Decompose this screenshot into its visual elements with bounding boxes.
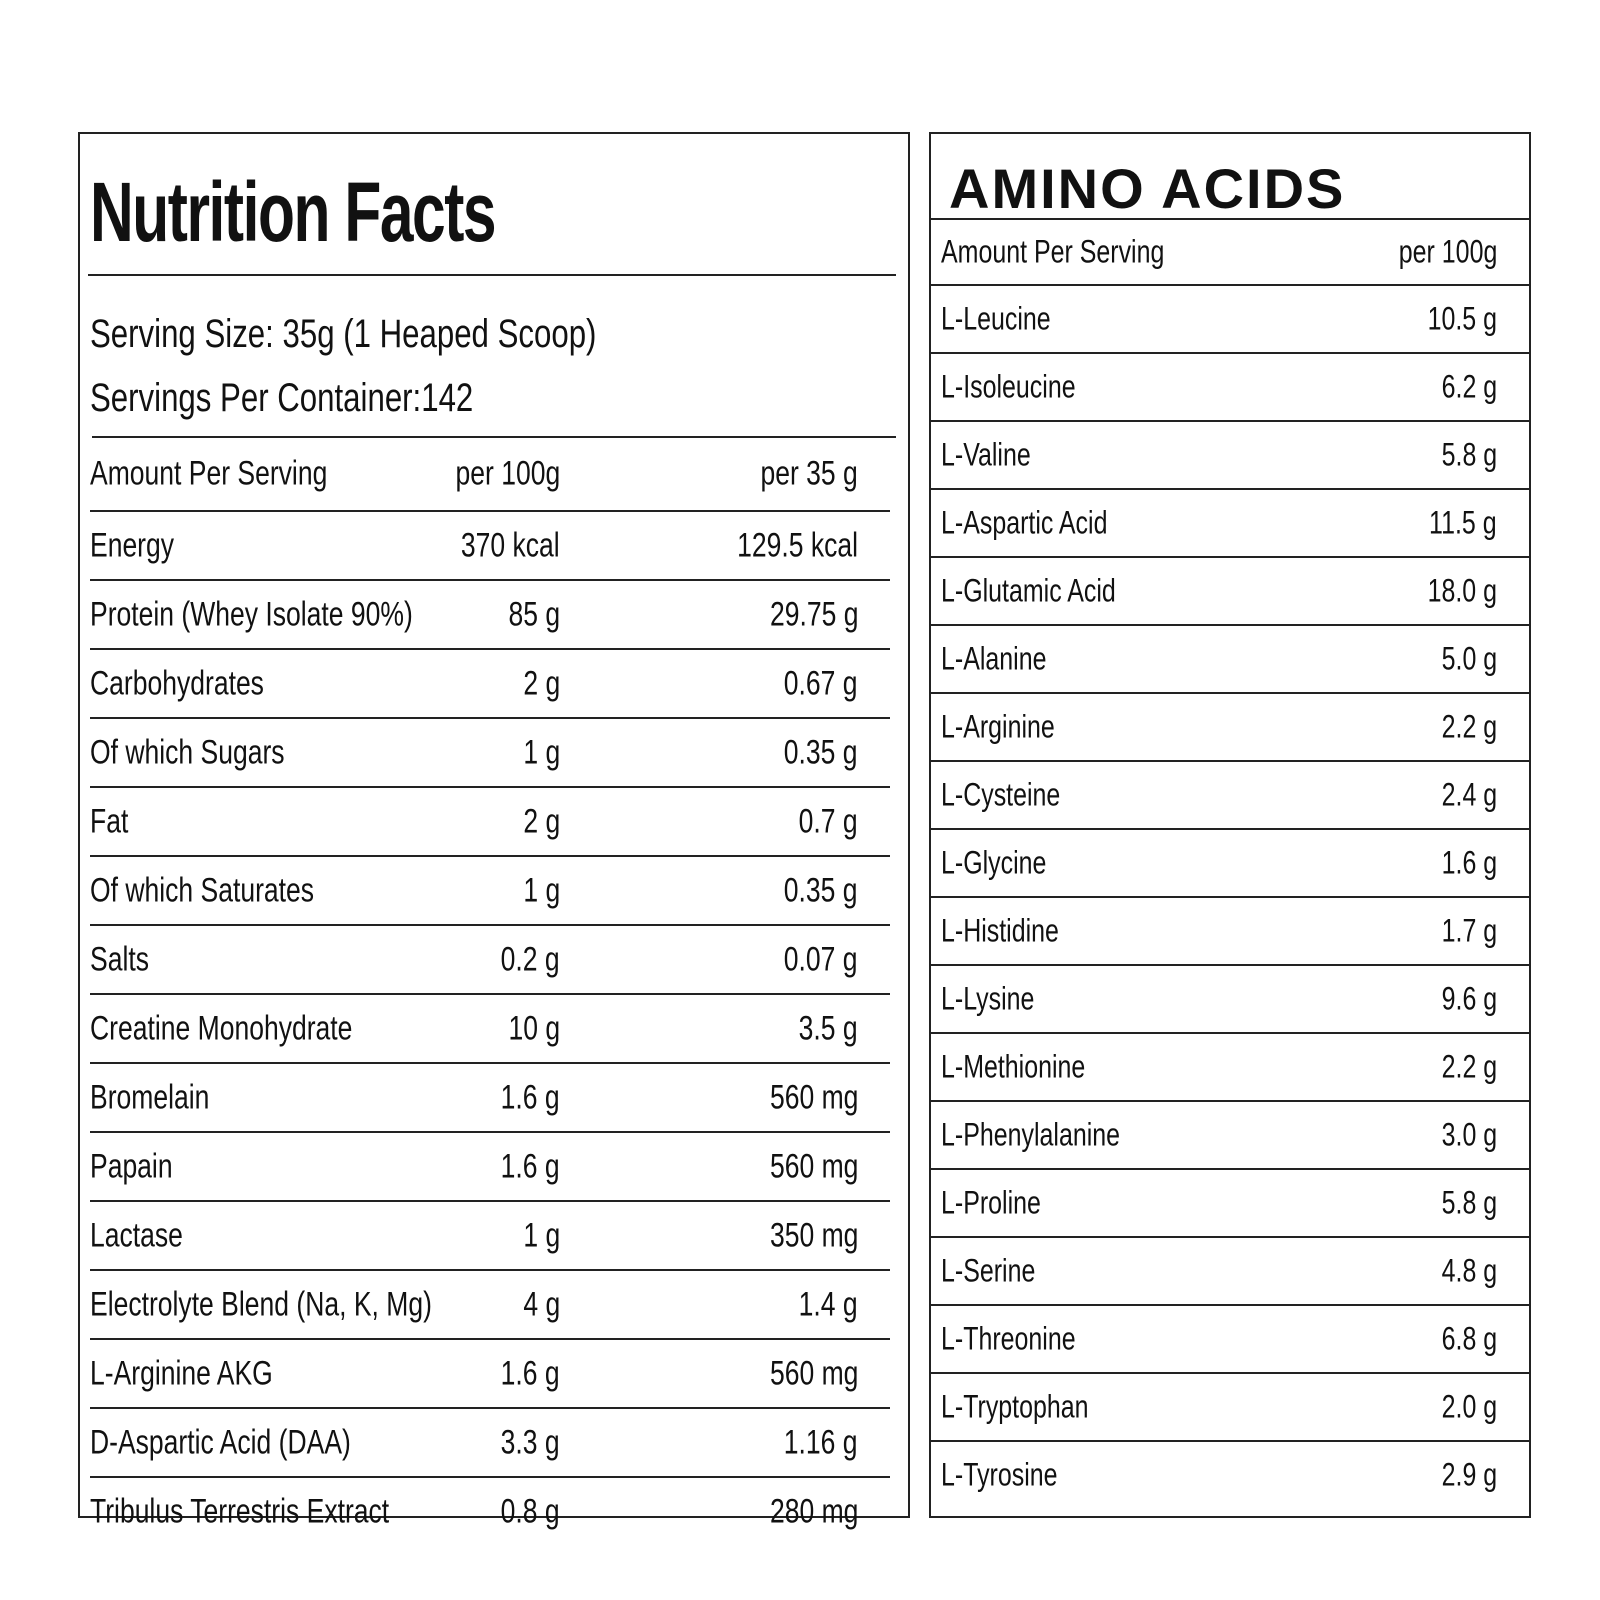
amino-acid-value: 5.8 g [1441, 436, 1497, 473]
table-row [90, 926, 890, 995]
nutrient-per-100g: 1.6 g [501, 1078, 560, 1116]
table-row [90, 650, 890, 719]
header-per-100g: per 100g [1398, 233, 1497, 270]
nutrient-per-35g: 0.35 g [784, 871, 858, 909]
amino-acid-name: L-Glutamic Acid [941, 572, 1116, 609]
table-row [90, 1064, 890, 1133]
header-per-100g: per 100g [455, 454, 560, 493]
amino-acid-value: 3.0 g [1441, 1116, 1497, 1153]
table-row [931, 354, 1529, 422]
amino-table-header [931, 220, 1529, 286]
nutrient-per-35g: 350 mg [769, 1216, 858, 1254]
table-row [90, 788, 890, 857]
amino-acid-value: 6.8 g [1441, 1320, 1497, 1357]
table-row [931, 1442, 1529, 1508]
amino-acid-name: L-Arginine [941, 708, 1055, 745]
table-row [90, 719, 890, 788]
nutrition-table-header [90, 438, 890, 512]
table-row [931, 1102, 1529, 1170]
title-divider [88, 274, 896, 276]
nutrient-per-35g: 129.5 kcal [737, 526, 858, 564]
amino-acid-name: L-Phenylalanine [941, 1116, 1121, 1153]
amino-acid-value: 10.5 g [1427, 300, 1497, 337]
amino-acid-name: L-Aspartic Acid [941, 504, 1108, 541]
table-row [931, 1306, 1529, 1374]
nutrient-name: Electrolyte Blend (Na, K, Mg) [90, 1285, 432, 1323]
nutrient-per-35g: 560 mg [769, 1147, 858, 1185]
nutrient-name: Salts [90, 940, 149, 978]
nutrient-name: Fat [90, 802, 129, 840]
header-amount-per-serving: Amount Per Serving [90, 454, 328, 493]
amino-acid-value: 2.2 g [1441, 708, 1497, 745]
amino-acid-name: L-Isoleucine [941, 368, 1076, 405]
nutrient-name: Protein (Whey Isolate 90%) [90, 595, 413, 633]
nutrient-per-100g: 2 g [523, 664, 560, 702]
header-amount-per-serving: Amount Per Serving [941, 233, 1165, 270]
table-row [90, 1271, 890, 1340]
amino-acid-name: L-Glycine [941, 844, 1047, 881]
amino-acid-name: L-Tyrosine [941, 1456, 1058, 1493]
nutrient-per-100g: 370 kcal [461, 526, 560, 564]
header-per-35g: per 35 g [760, 454, 858, 493]
amino-acid-name: L-Proline [941, 1184, 1041, 1221]
amino-acid-value: 5.8 g [1441, 1184, 1497, 1221]
nutrient-name: Of which Saturates [90, 871, 315, 909]
nutrition-facts-panel [78, 132, 910, 1530]
nutrient-name: Creatine Monohydrate [90, 1009, 353, 1047]
table-row [90, 1478, 890, 1545]
table-row [931, 286, 1529, 354]
serving-size [90, 312, 739, 357]
nutrient-per-100g: 10 g [508, 1009, 560, 1047]
nutrient-per-100g: 1.6 g [501, 1147, 560, 1185]
nutrient-per-35g: 3.5 g [799, 1009, 858, 1047]
nutrient-per-35g: 1.16 g [784, 1423, 858, 1461]
nutrient-per-100g: 1 g [523, 733, 560, 771]
table-row [931, 966, 1529, 1034]
table-row [931, 1374, 1529, 1442]
table-row [931, 626, 1529, 694]
amino-acid-value: 4.8 g [1441, 1252, 1497, 1289]
amino-acid-value: 2.4 g [1441, 776, 1497, 813]
nutrient-name: Bromelain [90, 1078, 210, 1116]
amino-acid-name: L-Lysine [941, 980, 1035, 1017]
nutrient-name: Lactase [90, 1216, 183, 1254]
nutrient-per-35g: 1.4 g [799, 1285, 858, 1323]
nutrient-name: Papain [90, 1147, 173, 1185]
nutrient-per-100g: 1 g [523, 871, 560, 909]
table-row [931, 694, 1529, 762]
table-row [931, 898, 1529, 966]
nutrient-per-100g: 0.8 g [501, 1492, 560, 1530]
table-row [90, 512, 890, 581]
amino-acid-name: L-Histidine [941, 912, 1059, 949]
nutrient-name: Tribulus Terrestris Extract [90, 1492, 390, 1530]
amino-acid-value: 1.6 g [1441, 844, 1497, 881]
nutrient-name: D-Aspartic Acid (DAA) [90, 1423, 351, 1461]
nutrient-name: Of which Sugars [90, 733, 285, 771]
table-row [931, 422, 1529, 490]
serving-size-text: Serving Size: 35g (1 Heaped Scoop) [90, 312, 597, 356]
table-row [931, 1170, 1529, 1238]
nutrient-per-35g: 0.07 g [784, 940, 858, 978]
amino-acid-name: L-Valine [941, 436, 1031, 473]
nutrition-facts-title-text: Nutrition Facts [90, 165, 496, 259]
amino-acid-name: L-Tryptophan [941, 1388, 1089, 1425]
nutrition-table [90, 438, 890, 1545]
nutrient-per-100g: 4 g [523, 1285, 560, 1323]
servings-per-container-text: Servings Per Container:142 [90, 376, 474, 420]
nutrient-per-100g: 85 g [508, 595, 560, 633]
amino-acids-title: AMINO ACIDS [949, 157, 1346, 220]
nutrient-per-100g: 1.6 g [501, 1354, 560, 1392]
nutrition-facts-title [90, 164, 653, 261]
nutrient-name: Energy [90, 526, 175, 564]
amino-acids-panel [929, 132, 1531, 1518]
table-row [90, 581, 890, 650]
amino-acid-value: 9.6 g [1441, 980, 1497, 1017]
amino-acids-table [931, 218, 1529, 1508]
nutrient-per-100g: 3.3 g [501, 1423, 560, 1461]
nutrient-per-35g: 280 mg [769, 1492, 858, 1530]
nutrient-name: L-Arginine AKG [90, 1354, 273, 1392]
amino-acid-name: L-Threonine [941, 1320, 1076, 1357]
amino-acid-value: 5.0 g [1441, 640, 1497, 677]
nutrient-per-35g: 0.7 g [799, 802, 858, 840]
nutrient-per-100g: 2 g [523, 802, 560, 840]
amino-acid-name: L-Cysteine [941, 776, 1061, 813]
nutrient-per-100g: 0.2 g [501, 940, 560, 978]
amino-acid-name: L-Leucine [941, 300, 1051, 337]
amino-acid-name: L-Serine [941, 1252, 1036, 1289]
table-row [931, 830, 1529, 898]
nutrient-per-35g: 0.35 g [784, 733, 858, 771]
amino-acid-value: 2.0 g [1441, 1388, 1497, 1425]
nutrient-name: Carbohydrates [90, 664, 264, 702]
amino-acid-name: L-Methionine [941, 1048, 1086, 1085]
table-row [931, 762, 1529, 830]
table-row [931, 1238, 1529, 1306]
nutrient-per-35g: 560 mg [769, 1354, 858, 1392]
amino-acid-value: 2.9 g [1441, 1456, 1497, 1493]
table-row [931, 1034, 1529, 1102]
amino-acid-value: 6.2 g [1441, 368, 1497, 405]
servings-per-container [90, 376, 581, 421]
nutrient-per-35g: 29.75 g [769, 595, 858, 633]
amino-acid-value: 18.0 g [1427, 572, 1497, 609]
table-row [931, 490, 1529, 558]
table-row [90, 1409, 890, 1478]
nutrient-per-35g: 560 mg [769, 1078, 858, 1116]
table-row [931, 558, 1529, 626]
nutrient-per-35g: 0.67 g [784, 664, 858, 702]
amino-acid-name: L-Alanine [941, 640, 1047, 677]
amino-acid-value: 1.7 g [1441, 912, 1497, 949]
table-row [90, 1133, 890, 1202]
table-row [90, 857, 890, 926]
table-row [90, 1340, 890, 1409]
nutrient-per-100g: 1 g [523, 1216, 560, 1254]
table-row [90, 995, 890, 1064]
table-row [90, 1202, 890, 1271]
amino-acid-value: 2.2 g [1441, 1048, 1497, 1085]
amino-acid-value: 11.5 g [1429, 504, 1497, 541]
